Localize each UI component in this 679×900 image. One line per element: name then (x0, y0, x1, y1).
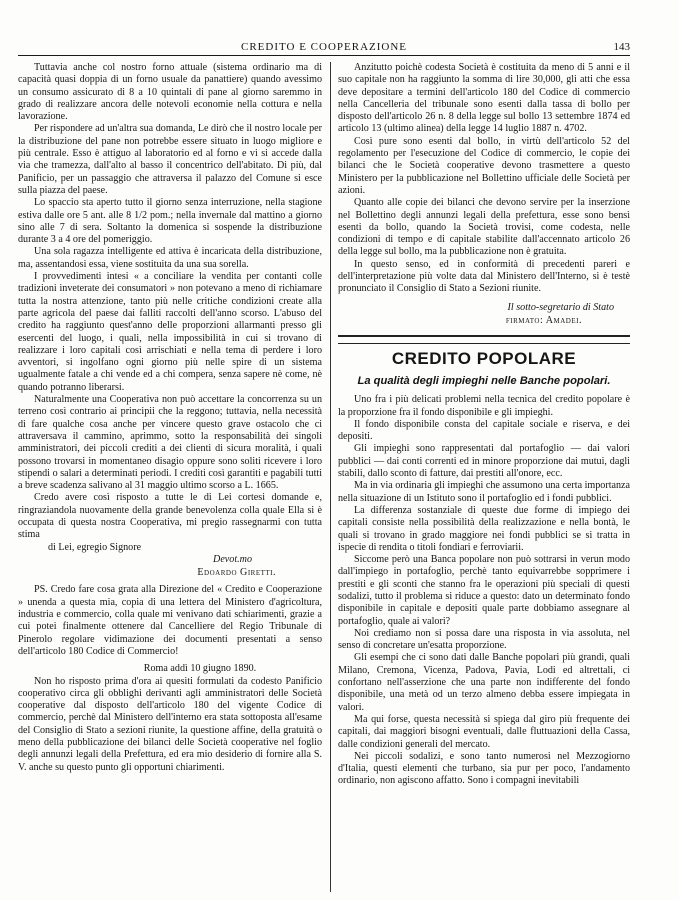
running-header (18, 41, 630, 56)
page-number: 143 (613, 41, 630, 53)
letter-paragraph: Non ho risposto prima d'ora ai quesiti formulati da codesto Panificio cooperativo circa gli obblighi derivanti agli amministratori delle Società cooperative dal disposto dell'articolo 180 del vigente Codice di commercio, perchè dal Ministero dell'interno era stata sottoposta all'esame del Consiglio di Stato a sezioni riunite, la questione affine, della gratuità o meno della pubblicazione dei bilanci delle Società cooperative nel foglio degli annunzi legali della Prefettura, ed era mio desiderio di fornire alla S. V. anche su questo punto gli opportuni chiarimenti. (18, 675, 322, 773)
paragraph: Uno fra i più delicati problemi nella tecnica del credito popolare è la proporzione fra il fondo disponibile e gli impieghi. (338, 394, 630, 418)
date-line: Roma addì 10 giugno 1890. (143, 663, 257, 675)
paragraph: Gli esempi che ci sono dati dalle Banche popolari più grandi, quali Milano, Cremona, Vicenza, Padova, Pavia, Lodi ed altrettali, ci confortano nell'asserzione che una parte non indifferente del fondo disponibile, una metà od un terzo almeno debba essere impiegata in valori. (338, 652, 630, 713)
paragraph: Ma in via ordinaria gli impieghi che assumono una certa importanza nella situazione di un Istituto sono il portafoglio ed i fondi pubblici. (338, 480, 630, 504)
section-subtitle: La qualità degli impieghi nelle Banche popolari. (357, 375, 611, 388)
section-rule (338, 335, 630, 344)
paragraph: Nei piccoli sodalizi, e sono tanto numerosi nel Mezzogiorno d'Italia, questi elementi che turbano, sia pur per poco, l'andamento ordinario, non agiscono affatto. Sono i compagni inevitabili (338, 750, 630, 787)
paragraph: Quanto alle copie dei bilanci che devono servire per la inserzione nel Bollettino degli annunzi legali della prefettura, esse sono bensì esenti da bollo, quando la Società trovisi, come codesta, nelle condizioni di tempo e di capitale stabilite dall'accennato articolo 26 della legge sul bollo, ma la pubblicazione non è gratuita. (338, 197, 630, 258)
paragraph: Tuttavia anche col nostro forno attuale (sistema ordinario ma di capacità quasi doppia di un forno usuale da panattiere) quando avessimo un consumo assicurato di 8 a 10 quintali di pane al giorno saremmo in grado di realizzare ancora delle notevoli economie nella cottura e nella lavorazione. (18, 62, 322, 123)
paragraph: I provvedimenti intesi « a conciliare la vendita per contanti colle tradizioni inveterate dei consumatori » non potevano a meno di richiamare tutta la nostra attenzione, tanto più nelle critiche condizioni create alla parte agricola del paese dai falliti raccolti dell'anno scorso. L'abuso del credito ha raggiunto quest'anno delle proporzioni allarmanti presso gli esercenti del luogo, i quali, nella impossibilità in cui si trovano di realizzare i loro capitali così arrischiati e nella tema di perdere i loro avventori, si ingolfano ogni giorno più nelle spire di un sistema ugualmente fatale a chi vende ed a chi compera, senza sapere nè come, nè quando potranno liberarsi. (18, 271, 322, 393)
paragraph: La differenza sostanziale di queste due forme di impiego dei capitali consiste nella possibilità della realizzazione e nella bontà, le quali si trovano in grado maggiore nei fondi pubblici se si tratta in ispecie di rendita o titoli fondiari e ferroviarii. (338, 504, 630, 553)
devotion: Devot.mo (213, 553, 252, 565)
closing-line: di Lei, egregio Signore (48, 541, 142, 553)
paragraph: Noi crediamo non si possa dare una risposta in via assoluta, nel senso di concretare un'esatta proporzione. (338, 627, 630, 652)
right-column (338, 62, 630, 892)
paragraph: Siccome però una Banca popolare non può sottrarsi in verun modo dall'impiego in portafoglio, perchè tanto equivarrebbe sopprimere i prestiti e gli sconti che stanno fra le operazioni più speciali di questi sodalizi, tutto il problema si riduce a questo: dato un determinato fondo disponibile in capitale e depositi quale parte dobbiamo assegnare al portafoglio, quale ai valori? (338, 554, 630, 627)
signoff-role: Il sotto-segretario di Stato (507, 301, 614, 313)
section-title: CREDITO POPOLARE (391, 349, 577, 369)
postscript: PS. Credo fare cosa grata alla Direzione del « Credito e Cooperazione » unenda a questa mia, copia di una lettera del Ministero d'agricoltura, industria e commercio, colla quale mi venivano dati schiarimenti, grazie a cui potei finalmente ottenere dal Cancelliere del Regio Tribunale di Pinerolo regolare vidimazione dei documenti presentati a senso dell'articolo 180 Codice di Commercio! (18, 584, 322, 657)
signoff-name: firmato: Amadei. (505, 314, 582, 326)
left-column (18, 62, 322, 892)
paragraph: Il fondo disponibile consta del capitale sociale e riserva, e dei depositi. (338, 418, 630, 443)
column-divider (330, 62, 331, 892)
paragraph: Gli impieghi sono rappresentati dal portafoglio — dai valori pubblici — dai conti correnti ed in minore proporzione dai mutui, dagli stabili, dallo sconto di fatture, dai prestiti all'onore, ecc. (338, 443, 630, 480)
paragraph: Ma qui forse, questa necessità si spiega dal giro più frequente dei capitali, dai maggiori bisogni eventuali, dalle fluttuazioni della Cassa, dalle condizioni generali del mercato. (338, 713, 630, 750)
paragraph: Così pure sono esenti dal bollo, in virtù dell'articolo 52 del regolamento per l'esecuzione del Codice di commercio, le copie dei bilanci che le Società cooperative devono trasmettere a questo Ministero per la pubblicazione nel Bollettino ufficiale delle Società per azioni. (338, 135, 630, 196)
paragraph: Credo avere così risposto a tutte le di Lei cortesi domande e, ringraziandola nuovamente della grande benevolenza colla quale Ella si è occupata di questa nostra Cooperativa, mi pregio rassegnarmi con tutta stima (18, 492, 322, 541)
journal-title: CREDITO E COOPERAZIONE (240, 41, 407, 53)
paragraph: Per rispondere ad un'altra sua domanda, Le dirò che il nostro locale per la distribuzione del pane non potrebbe essere situato in luogo migliore e più centrale. Esso è attiguo al laboratorio ed al forno e vi si accede dalla via che tramezza, dall'alto al basso il concentrico dell'abitato. Di più, dal Panificio, per un passaggio che attraversa il palazzo del Comune si esce sulla piazza del paese. (18, 123, 322, 196)
paragraph: Lo spaccio sta aperto tutto il giorno senza interruzione, nella stagione estiva dalle ore 5 ant. alle 8 1/2 pom.; nella invernale dal mattino a giorno sino alle 7 di sera. Soltanto la domenica si sospende la distribuzione durante 3 a 4 ore del pomeriggio. (18, 197, 322, 246)
signature: Edoardo Giretti. (197, 567, 276, 579)
paragraph: Una sola ragazza intelligente ed attiva è incaricata della distribuzione, ma, assentandosi essa, viene sostituita da una sua sorella. (18, 246, 322, 270)
paragraph: In questo senso, ed in conformità di precedenti pareri e dell'interpretazione più volte data dal Ministero dell'Interno, si è testè pronunciato il Consiglio di Stato a Sezioni riunite. (338, 258, 630, 295)
paragraph: Naturalmente una Cooperativa non può accettare la concorrenza su un terreno così contrario ai principii che la reggono; tuttavia, nella necessità di fare qualche cosa anche per vincere questo grave ostacolo che ci attraversava il cammino, aprimmo, sotto la responsabilità dei singoli amministratori, dei piccoli crediti a dei clienti di sicura moralità, i quali possono trovarsi in momentaneo disagio oppure sono soliti ricevere i loro stipendi o salari a determinati periodi. I crediti così garantiti e pagabili tutti a breve scadenza salivano al 31 maggio ultimo scorso a L. 1665. (18, 394, 322, 492)
paragraph: Anzitutto poichè codesta Società è costituita da meno di 5 anni e il suo capitale non ha raggiunto la somma di lire 30,000, gli atti che essa deve depositare a termini dell'articolo 180 del Codice di commercio nella Cancelleria del tribunale sono esenti dalla tassa di bollo per disposto dell'articolo 26 n. 8 della legge sul bollo 13 settembre 1874 ed articolo 13 (ultimo alinea) della legge 14 luglio 1887 n. 4702. (338, 62, 630, 135)
